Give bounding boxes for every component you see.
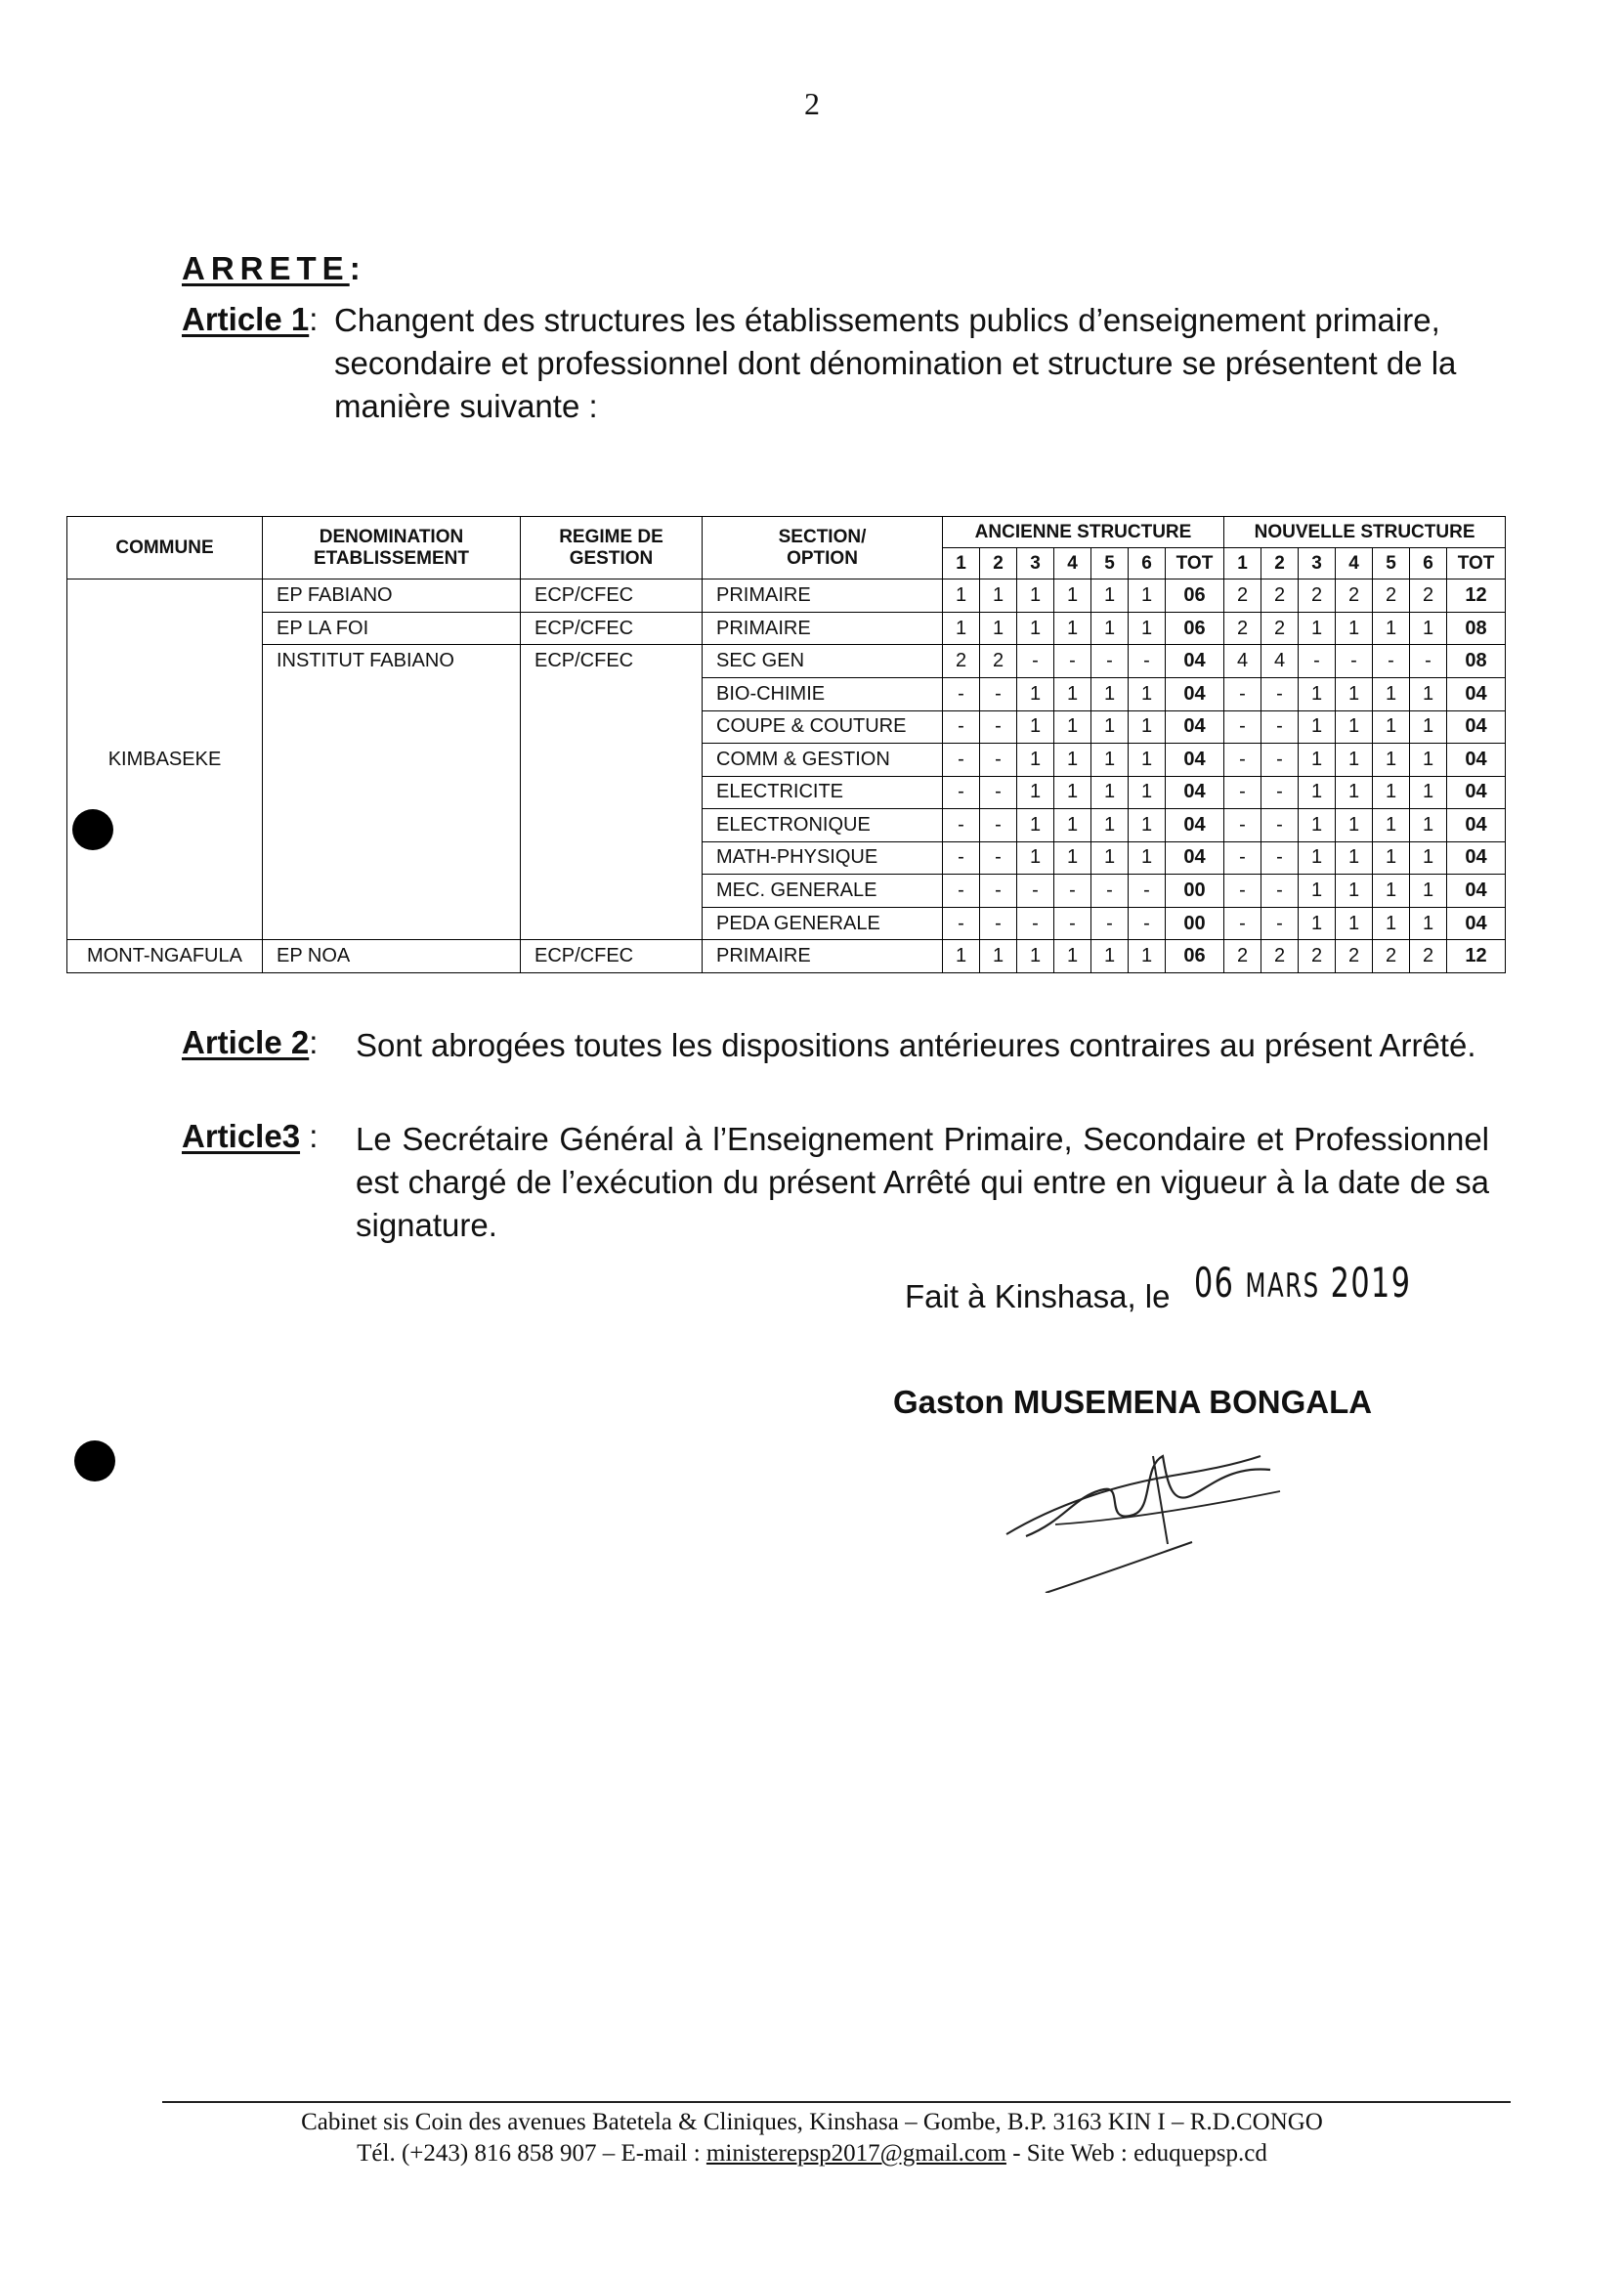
cell-ancienne-2: 1 (980, 612, 1017, 645)
cell-ancienne-2: 1 (980, 940, 1017, 973)
cell-ancienne-3: 1 (1017, 612, 1054, 645)
cell-ancienne-4: 1 (1054, 677, 1091, 710)
cell-ancienne-2: - (980, 677, 1017, 710)
cell-nouvelle-tot: 08 (1447, 645, 1506, 678)
cell-ancienne-4: 1 (1054, 809, 1091, 842)
cell-ancienne-3: - (1017, 875, 1054, 908)
table-row (67, 677, 1506, 710)
cell-nouvelle-5: 1 (1373, 809, 1410, 842)
cell-nouvelle-tot: 04 (1447, 744, 1506, 777)
cell-ancienne-1: - (943, 809, 980, 842)
cell-nouvelle-5: 2 (1373, 940, 1410, 973)
cell-nouvelle-2: 4 (1261, 645, 1299, 678)
cell-nouvelle-6: 1 (1410, 677, 1447, 710)
cell-denomination (263, 875, 521, 908)
cell-commune (67, 612, 263, 645)
cell-regime (521, 710, 703, 744)
page-number: 2 (804, 86, 820, 121)
table-row (67, 645, 1506, 678)
cell-ancienne-6: - (1129, 907, 1166, 940)
cell-ancienne-5: 1 (1091, 809, 1129, 842)
cell-section: ELECTRONIQUE (703, 809, 943, 842)
cell-nouvelle-5: 1 (1373, 677, 1410, 710)
header-nouvelle-col-7: TOT (1447, 548, 1506, 579)
cell-nouvelle-6: 1 (1410, 744, 1447, 777)
cell-nouvelle-3: 1 (1299, 776, 1336, 809)
cell-regime: ECP/CFEC (521, 645, 703, 678)
cell-nouvelle-5: 1 (1373, 907, 1410, 940)
cell-nouvelle-5: 1 (1373, 710, 1410, 744)
cell-nouvelle-tot: 04 (1447, 841, 1506, 875)
article-1-text: Changent des structures les établissements publics d’enseignement primaire, secondaire et professionnel dont dénomination et structure se présentent de la manière suivante : (334, 302, 1457, 424)
table-row (67, 940, 1506, 973)
cell-regime: ECP/CFEC (521, 579, 703, 613)
cell-nouvelle-3: 1 (1299, 677, 1336, 710)
cell-ancienne-4: - (1054, 875, 1091, 908)
cell-nouvelle-4: 1 (1336, 744, 1373, 777)
signing-place: Fait à Kinshasa, le (905, 1278, 1171, 1314)
cell-nouvelle-6: - (1410, 645, 1447, 678)
header-section: SECTION/ OPTION (703, 517, 943, 579)
cell-nouvelle-1: 2 (1224, 940, 1261, 973)
cell-nouvelle-4: 1 (1336, 841, 1373, 875)
cell-ancienne-4: 1 (1054, 744, 1091, 777)
cell-nouvelle-1: - (1224, 776, 1261, 809)
cell-nouvelle-3: 1 (1299, 907, 1336, 940)
cell-section: COUPE & COUTURE (703, 710, 943, 744)
cell-ancienne-2: - (980, 744, 1017, 777)
cell-ancienne-tot: 04 (1166, 710, 1224, 744)
header-nouvelle-col-6: 6 (1410, 548, 1447, 579)
cell-nouvelle-2: 2 (1261, 612, 1299, 645)
cell-nouvelle-3: 2 (1299, 579, 1336, 613)
cell-nouvelle-1: - (1224, 744, 1261, 777)
cell-section: PRIMAIRE (703, 579, 943, 613)
cell-nouvelle-tot: 04 (1447, 677, 1506, 710)
header-ancienne-col-5: 5 (1091, 548, 1129, 579)
cell-denomination (263, 809, 521, 842)
cell-nouvelle-1: - (1224, 710, 1261, 744)
cell-nouvelle-5: - (1373, 645, 1410, 678)
cell-denomination: INSTITUT FABIANO (263, 645, 521, 678)
cell-ancienne-6: 1 (1129, 940, 1166, 973)
cell-ancienne-1: - (943, 907, 980, 940)
cell-ancienne-6: 1 (1129, 710, 1166, 744)
cell-commune (67, 710, 263, 744)
cell-nouvelle-1: - (1224, 907, 1261, 940)
cell-ancienne-6: 1 (1129, 612, 1166, 645)
cell-ancienne-tot: 04 (1166, 841, 1224, 875)
cell-ancienne-3: 1 (1017, 776, 1054, 809)
cell-ancienne-tot: 04 (1166, 645, 1224, 678)
header-nouvelle-structure: NOUVELLE STRUCTURE (1224, 517, 1506, 548)
header-regime: REGIME DE GESTION (521, 517, 703, 579)
table-row (67, 776, 1506, 809)
cell-nouvelle-1: - (1224, 875, 1261, 908)
cell-nouvelle-2: - (1261, 907, 1299, 940)
cell-regime (521, 875, 703, 908)
cell-regime (521, 744, 703, 777)
header-ancienne-col-1: 1 (943, 548, 980, 579)
cell-nouvelle-5: 1 (1373, 875, 1410, 908)
cell-ancienne-3: 1 (1017, 841, 1054, 875)
cell-section: BIO-CHIMIE (703, 677, 943, 710)
cell-ancienne-1: - (943, 776, 980, 809)
cell-commune (67, 907, 263, 940)
cell-nouvelle-2: 2 (1261, 579, 1299, 613)
cell-ancienne-5: 1 (1091, 841, 1129, 875)
table-row (67, 841, 1506, 875)
cell-nouvelle-3: 1 (1299, 612, 1336, 645)
table-row (67, 612, 1506, 645)
cell-section: COMM & GESTION (703, 744, 943, 777)
header-nouvelle-col-3: 3 (1299, 548, 1336, 579)
cell-nouvelle-4: 1 (1336, 612, 1373, 645)
handwritten-signature (997, 1427, 1290, 1593)
cell-denomination (263, 907, 521, 940)
cell-nouvelle-4: 1 (1336, 907, 1373, 940)
cell-ancienne-4: 1 (1054, 841, 1091, 875)
article-1-label: Article 1: (182, 301, 319, 337)
cell-nouvelle-2: - (1261, 841, 1299, 875)
cell-ancienne-6: 1 (1129, 841, 1166, 875)
header-nouvelle-col-1: 1 (1224, 548, 1261, 579)
cell-nouvelle-6: 1 (1410, 875, 1447, 908)
cell-ancienne-1: - (943, 841, 980, 875)
cell-nouvelle-tot: 12 (1447, 579, 1506, 613)
cell-denomination (263, 744, 521, 777)
table-header-row-1 (67, 517, 1506, 548)
cell-nouvelle-1: 4 (1224, 645, 1261, 678)
cell-commune (67, 875, 263, 908)
cell-ancienne-1: - (943, 744, 980, 777)
cell-ancienne-4: 1 (1054, 776, 1091, 809)
cell-ancienne-2: - (980, 841, 1017, 875)
footer-divider (162, 2101, 1511, 2103)
table-row (67, 710, 1506, 744)
cell-ancienne-3: 1 (1017, 744, 1054, 777)
decree-heading: ARRETE: (182, 250, 366, 286)
cell-nouvelle-6: 1 (1410, 710, 1447, 744)
header-nouvelle-col-4: 4 (1336, 548, 1373, 579)
article-3-label: Article3 : (182, 1118, 319, 1154)
header-ancienne-col-2: 2 (980, 548, 1017, 579)
cell-commune (67, 776, 263, 809)
cell-nouvelle-6: 1 (1410, 907, 1447, 940)
header-commune: COMMUNE (67, 517, 263, 579)
cell-commune (67, 645, 263, 678)
cell-nouvelle-5: 1 (1373, 776, 1410, 809)
cell-ancienne-tot: 00 (1166, 875, 1224, 908)
cell-nouvelle-3: 1 (1299, 809, 1336, 842)
cell-denomination (263, 841, 521, 875)
cell-ancienne-3: 1 (1017, 940, 1054, 973)
cell-ancienne-4: - (1054, 645, 1091, 678)
cell-ancienne-tot: 00 (1166, 907, 1224, 940)
table-row (67, 875, 1506, 908)
article-2-text: Sont abrogées toutes les dispositions antérieures contraires au présent Arrêté. (356, 1027, 1476, 1063)
cell-denomination: EP LA FOI (263, 612, 521, 645)
cell-ancienne-tot: 06 (1166, 579, 1224, 613)
header-ancienne-structure: ANCIENNE STRUCTURE (943, 517, 1224, 548)
article-2-label: Article 2: (182, 1024, 319, 1060)
header-nouvelle-col-2: 2 (1261, 548, 1299, 579)
cell-section: PRIMAIRE (703, 940, 943, 973)
cell-ancienne-2: - (980, 776, 1017, 809)
cell-nouvelle-4: 1 (1336, 710, 1373, 744)
header-denomination: DENOMINATION ETABLISSEMENT (263, 517, 521, 579)
cell-nouvelle-4: 2 (1336, 940, 1373, 973)
cell-ancienne-5: 1 (1091, 612, 1129, 645)
cell-ancienne-3: 1 (1017, 710, 1054, 744)
cell-ancienne-3: 1 (1017, 677, 1054, 710)
cell-nouvelle-4: 1 (1336, 677, 1373, 710)
cell-ancienne-1: 2 (943, 645, 980, 678)
cell-nouvelle-4: - (1336, 645, 1373, 678)
cell-ancienne-tot: 04 (1166, 809, 1224, 842)
table-row (67, 744, 1506, 777)
footer-address: Cabinet sis Coin des avenues Batetela & Cliniques, Kinshasa – Gombe, B.P. 3163 KIN I – R.D.CONGO (301, 2109, 1323, 2135)
cell-regime (521, 841, 703, 875)
cell-nouvelle-3: - (1299, 645, 1336, 678)
cell-ancienne-tot: 06 (1166, 940, 1224, 973)
cell-ancienne-5: 1 (1091, 744, 1129, 777)
cell-nouvelle-3: 1 (1299, 744, 1336, 777)
cell-ancienne-1: - (943, 710, 980, 744)
footer-email-link[interactable]: ministerepsp2017@gmail.com (705, 2140, 1006, 2167)
cell-ancienne-tot: 04 (1166, 677, 1224, 710)
cell-nouvelle-2: - (1261, 677, 1299, 710)
cell-ancienne-3: - (1017, 645, 1054, 678)
cell-ancienne-1: 1 (943, 579, 980, 613)
cell-nouvelle-2: - (1261, 809, 1299, 842)
cell-ancienne-2: - (980, 907, 1017, 940)
header-nouvelle-col-5: 5 (1373, 548, 1410, 579)
cell-ancienne-2: - (980, 875, 1017, 908)
cell-regime (521, 776, 703, 809)
cell-ancienne-6: - (1129, 645, 1166, 678)
cell-ancienne-5: - (1091, 907, 1129, 940)
cell-nouvelle-1: - (1224, 677, 1261, 710)
cell-ancienne-5: 1 (1091, 677, 1129, 710)
cell-nouvelle-tot: 04 (1447, 710, 1506, 744)
cell-nouvelle-1: - (1224, 809, 1261, 842)
cell-ancienne-1: 1 (943, 612, 980, 645)
cell-ancienne-1: - (943, 875, 980, 908)
cell-ancienne-tot: 04 (1166, 776, 1224, 809)
cell-ancienne-tot: 04 (1166, 744, 1224, 777)
cell-ancienne-5: - (1091, 875, 1129, 908)
cell-ancienne-4: 1 (1054, 710, 1091, 744)
cell-nouvelle-tot: 04 (1447, 809, 1506, 842)
cell-nouvelle-1: 2 (1224, 579, 1261, 613)
cell-ancienne-4: - (1054, 907, 1091, 940)
cell-nouvelle-tot: 04 (1447, 776, 1506, 809)
punch-hole-mark (72, 809, 113, 850)
cell-regime (521, 677, 703, 710)
article-3-text: Le Secrétaire Général à l’Enseignement Primaire, Secondaire et Professionnel est chargé de l’exécution du présent Arrêté qui entre en vigueur à la date de sa signature. (356, 1121, 1489, 1243)
cell-nouvelle-6: 1 (1410, 809, 1447, 842)
table-row (67, 809, 1506, 842)
cell-ancienne-2: 1 (980, 579, 1017, 613)
header-ancienne-col-7: TOT (1166, 548, 1224, 579)
cell-commune: KIMBASEKE (67, 744, 263, 777)
signatory-name: Gaston MUSEMENA BONGALA (893, 1384, 1373, 1420)
table-row (67, 579, 1506, 613)
cell-ancienne-5: 1 (1091, 776, 1129, 809)
header-ancienne-col-3: 3 (1017, 548, 1054, 579)
cell-nouvelle-6: 1 (1410, 612, 1447, 645)
cell-ancienne-1: 1 (943, 940, 980, 973)
structures-table (66, 516, 1506, 973)
cell-ancienne-3: 1 (1017, 579, 1054, 613)
cell-regime: ECP/CFEC (521, 940, 703, 973)
cell-nouvelle-tot: 04 (1447, 875, 1506, 908)
cell-regime (521, 809, 703, 842)
cell-ancienne-6: 1 (1129, 809, 1166, 842)
cell-section: PRIMAIRE (703, 612, 943, 645)
cell-section: ELECTRICITE (703, 776, 943, 809)
cell-nouvelle-5: 1 (1373, 612, 1410, 645)
cell-nouvelle-3: 1 (1299, 710, 1336, 744)
cell-nouvelle-5: 1 (1373, 744, 1410, 777)
cell-ancienne-6: 1 (1129, 744, 1166, 777)
cell-ancienne-tot: 06 (1166, 612, 1224, 645)
cell-regime (521, 907, 703, 940)
cell-section: SEC GEN (703, 645, 943, 678)
cell-regime: ECP/CFEC (521, 612, 703, 645)
table-row (67, 907, 1506, 940)
cell-denomination (263, 677, 521, 710)
cell-ancienne-2: - (980, 809, 1017, 842)
cell-nouvelle-3: 1 (1299, 875, 1336, 908)
cell-nouvelle-3: 2 (1299, 940, 1336, 973)
cell-ancienne-5: 1 (1091, 710, 1129, 744)
cell-nouvelle-tot: 04 (1447, 907, 1506, 940)
cell-nouvelle-6: 1 (1410, 776, 1447, 809)
cell-ancienne-3: 1 (1017, 809, 1054, 842)
cell-ancienne-6: - (1129, 875, 1166, 908)
cell-ancienne-3: - (1017, 907, 1054, 940)
cell-ancienne-2: 2 (980, 645, 1017, 678)
cell-nouvelle-6: 2 (1410, 940, 1447, 973)
cell-ancienne-2: - (980, 710, 1017, 744)
cell-commune (67, 579, 263, 613)
cell-commune (67, 677, 263, 710)
header-ancienne-col-4: 4 (1054, 548, 1091, 579)
cell-nouvelle-4: 1 (1336, 875, 1373, 908)
cell-nouvelle-tot: 08 (1447, 612, 1506, 645)
cell-nouvelle-tot: 12 (1447, 940, 1506, 973)
cell-section: MATH-PHYSIQUE (703, 841, 943, 875)
cell-nouvelle-2: 2 (1261, 940, 1299, 973)
cell-commune: MONT-NGAFULA (67, 940, 263, 973)
cell-nouvelle-2: - (1261, 710, 1299, 744)
cell-ancienne-4: 1 (1054, 579, 1091, 613)
cell-nouvelle-4: 2 (1336, 579, 1373, 613)
cell-denomination: EP NOA (263, 940, 521, 973)
cell-nouvelle-4: 1 (1336, 809, 1373, 842)
cell-ancienne-6: 1 (1129, 579, 1166, 613)
cell-nouvelle-6: 2 (1410, 579, 1447, 613)
cell-nouvelle-6: 1 (1410, 841, 1447, 875)
cell-nouvelle-3: 1 (1299, 841, 1336, 875)
cell-section: MEC. GENERALE (703, 875, 943, 908)
cell-ancienne-6: 1 (1129, 776, 1166, 809)
cell-nouvelle-2: - (1261, 776, 1299, 809)
cell-ancienne-6: 1 (1129, 677, 1166, 710)
cell-nouvelle-5: 2 (1373, 579, 1410, 613)
header-ancienne-col-6: 6 (1129, 548, 1166, 579)
cell-section: PEDA GENERALE (703, 907, 943, 940)
cell-ancienne-4: 1 (1054, 612, 1091, 645)
signing-date-stamp: 06 MARS 2019 (1194, 1259, 1412, 1307)
cell-ancienne-1: - (943, 677, 980, 710)
footer-contact: Tél. (+243) 816 858 907 – E-mail : ministerepsp2017@gmail.com - Site Web : eduquepsp.cd (357, 2140, 1267, 2167)
cell-nouvelle-5: 1 (1373, 841, 1410, 875)
cell-ancienne-4: 1 (1054, 940, 1091, 973)
cell-denomination (263, 710, 521, 744)
cell-nouvelle-4: 1 (1336, 776, 1373, 809)
cell-nouvelle-2: - (1261, 875, 1299, 908)
cell-nouvelle-1: - (1224, 841, 1261, 875)
cell-ancienne-5: - (1091, 645, 1129, 678)
punch-hole-mark (74, 1440, 115, 1481)
cell-ancienne-5: 1 (1091, 940, 1129, 973)
cell-nouvelle-1: 2 (1224, 612, 1261, 645)
cell-ancienne-5: 1 (1091, 579, 1129, 613)
cell-denomination: EP FABIANO (263, 579, 521, 613)
cell-denomination (263, 776, 521, 809)
cell-nouvelle-2: - (1261, 744, 1299, 777)
